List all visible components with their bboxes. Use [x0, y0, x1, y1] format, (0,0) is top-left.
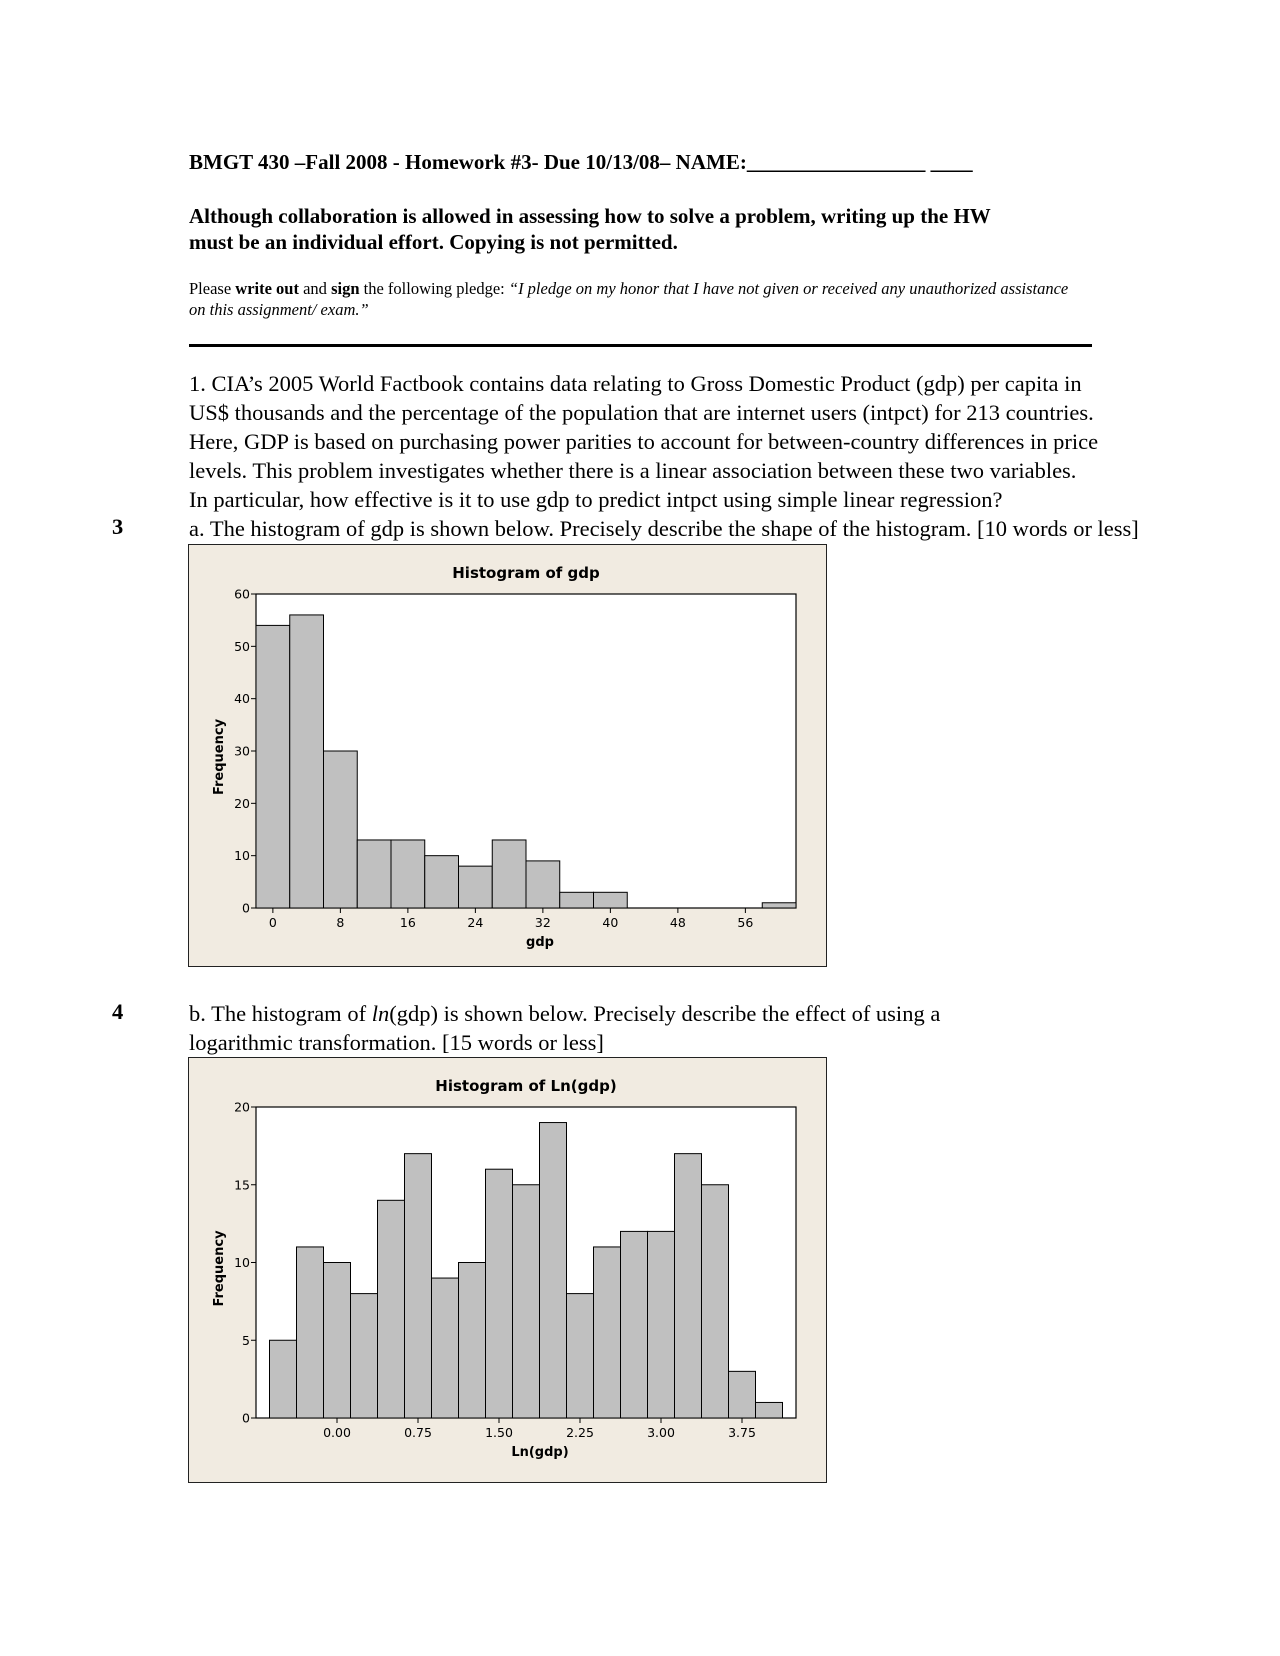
x-axis-label: gdp [526, 935, 554, 950]
histogram-bar [256, 625, 290, 908]
x-tick-label: 16 [399, 915, 416, 930]
x-tick-label: 56 [737, 915, 754, 930]
y-tick-label: 20 [234, 795, 250, 811]
problem-statement [189, 369, 1249, 514]
part-a-question: a. The histogram of gdp is shown below. Precisely describe the shape of the histogram. [10 words or less] [189, 516, 1139, 541]
y-axis-label: Frequency [212, 1230, 227, 1307]
histogram-bar [675, 1154, 702, 1418]
histogram-bar [526, 861, 560, 908]
pledge-sign: sign [331, 279, 360, 298]
assignment-title: BMGT 430 –Fall 2008 - Homework #3- Due 10/13/08– NAME:_________________ ____ [189, 150, 973, 174]
histogram-bar [324, 751, 358, 908]
chart-title: Histogram of Ln(gdp) [435, 1077, 617, 1095]
histogram-bar [432, 1278, 459, 1418]
part-a-points: 3 [112, 514, 124, 539]
histogram-bar [594, 1247, 621, 1418]
y-tick-label: 0 [242, 1410, 250, 1426]
histogram-bar [290, 615, 324, 908]
y-tick-label: 40 [234, 691, 250, 707]
problem-line: In particular, how effective is it to use gdp to predict intpct using simple linear regression? [189, 487, 1003, 512]
histogram-bar [425, 856, 459, 908]
problem-line: 1. CIA’s 2005 World Factbook contains data relating to Gross Domestic Product (gdp) per capita in [189, 371, 1082, 396]
x-tick-label: 8 [336, 915, 345, 930]
y-tick-label: 60 [234, 586, 250, 602]
histogram-bar [378, 1200, 405, 1418]
chart-gdp-svg [189, 545, 826, 966]
histogram-bar [594, 892, 628, 908]
histogram-bar [324, 1263, 351, 1419]
x-tick-label: 1.50 [485, 1425, 513, 1440]
problem-line: US$ thousands and the percentage of the population that are internet users (intpct) for 213 countries. [189, 400, 1094, 425]
chart-lngdp-svg [189, 1058, 826, 1482]
histogram-bar [621, 1231, 648, 1418]
honor-pledge [189, 278, 1069, 320]
y-tick-label: 15 [234, 1177, 250, 1193]
histogram-bar [702, 1185, 729, 1418]
signature-line [189, 344, 1092, 347]
chart-title: Histogram of gdp [452, 564, 600, 582]
x-tick-label: 40 [602, 915, 619, 930]
y-tick-label: 50 [234, 638, 250, 654]
problem-line: levels. This problem investigates whether there is a linear association between these two variables. [189, 458, 1077, 483]
x-tick-label: 24 [467, 915, 484, 930]
histogram-bar [729, 1371, 756, 1418]
part-b-ln: ln [371, 1001, 390, 1026]
x-tick-label: 2.25 [566, 1425, 594, 1440]
part-b-prefix: b. The histogram of [189, 1001, 372, 1026]
histogram-bar [560, 892, 594, 908]
chart-gdp-histogram [188, 544, 827, 967]
pledge-quote: “I pledge on my honor that I have not given or received any unauthorized assistance on this assignment/ exam.” [189, 279, 1069, 319]
histogram-bar [567, 1294, 594, 1418]
histogram-bar [459, 1263, 486, 1419]
part-b-question-line-2: logarithmic transformation. [15 words or less] [189, 1030, 604, 1055]
collaboration-notice-line-2: must be an individual effort. Copying is not permitted. [189, 230, 678, 254]
histogram-bar [459, 866, 493, 908]
pledge-and: and [298, 279, 332, 298]
y-axis-label: Frequency [212, 718, 227, 796]
x-tick-label: 0.75 [404, 1425, 432, 1440]
histogram-bar [391, 840, 425, 908]
y-tick-label: 30 [234, 743, 250, 759]
pledge-please: Please [189, 279, 236, 298]
y-tick-label: 10 [234, 1255, 250, 1270]
histogram-bar [492, 840, 526, 908]
histogram-bar [762, 903, 796, 908]
histogram-bar [756, 1402, 783, 1418]
chart-lngdp-histogram [188, 1057, 827, 1483]
part-b-question [189, 999, 940, 1028]
collaboration-notice-line-1: Although collaboration is allowed in assessing how to solve a problem, writing up the HW [189, 204, 991, 228]
histogram-bar [648, 1231, 675, 1418]
pledge-following: the following pledge: [359, 279, 509, 298]
histogram-bar [486, 1169, 513, 1418]
histogram-bar [351, 1294, 378, 1418]
part-b-points: 4 [112, 999, 124, 1024]
y-tick-label: 20 [234, 1099, 250, 1115]
histogram-bar [270, 1340, 297, 1418]
histogram-bar [405, 1154, 432, 1418]
histogram-bar [297, 1247, 324, 1418]
y-tick-label: 5 [242, 1332, 250, 1348]
histogram-bar [540, 1123, 567, 1418]
histogram-bar [513, 1185, 540, 1418]
x-tick-label: 32 [534, 915, 551, 930]
x-tick-label: 48 [669, 915, 686, 930]
x-tick-label: 0.00 [323, 1425, 351, 1440]
collaboration-notice [189, 203, 1089, 255]
x-tick-label: 3.75 [728, 1425, 756, 1440]
x-tick-label: 3.00 [647, 1425, 675, 1440]
histogram-bar [357, 840, 391, 908]
y-tick-label: 0 [242, 900, 250, 916]
x-axis-label: Ln(gdp) [511, 1445, 569, 1460]
part-b-suffix: (gdp) is shown below. Precisely describe the effect of using a [389, 1001, 941, 1026]
problem-line: Here, GDP is based on purchasing power parities to account for between-country differences in price [189, 429, 1099, 454]
y-tick-label: 10 [234, 848, 250, 864]
x-tick-label: 0 [268, 915, 277, 930]
pledge-write-out: write out [235, 279, 299, 298]
